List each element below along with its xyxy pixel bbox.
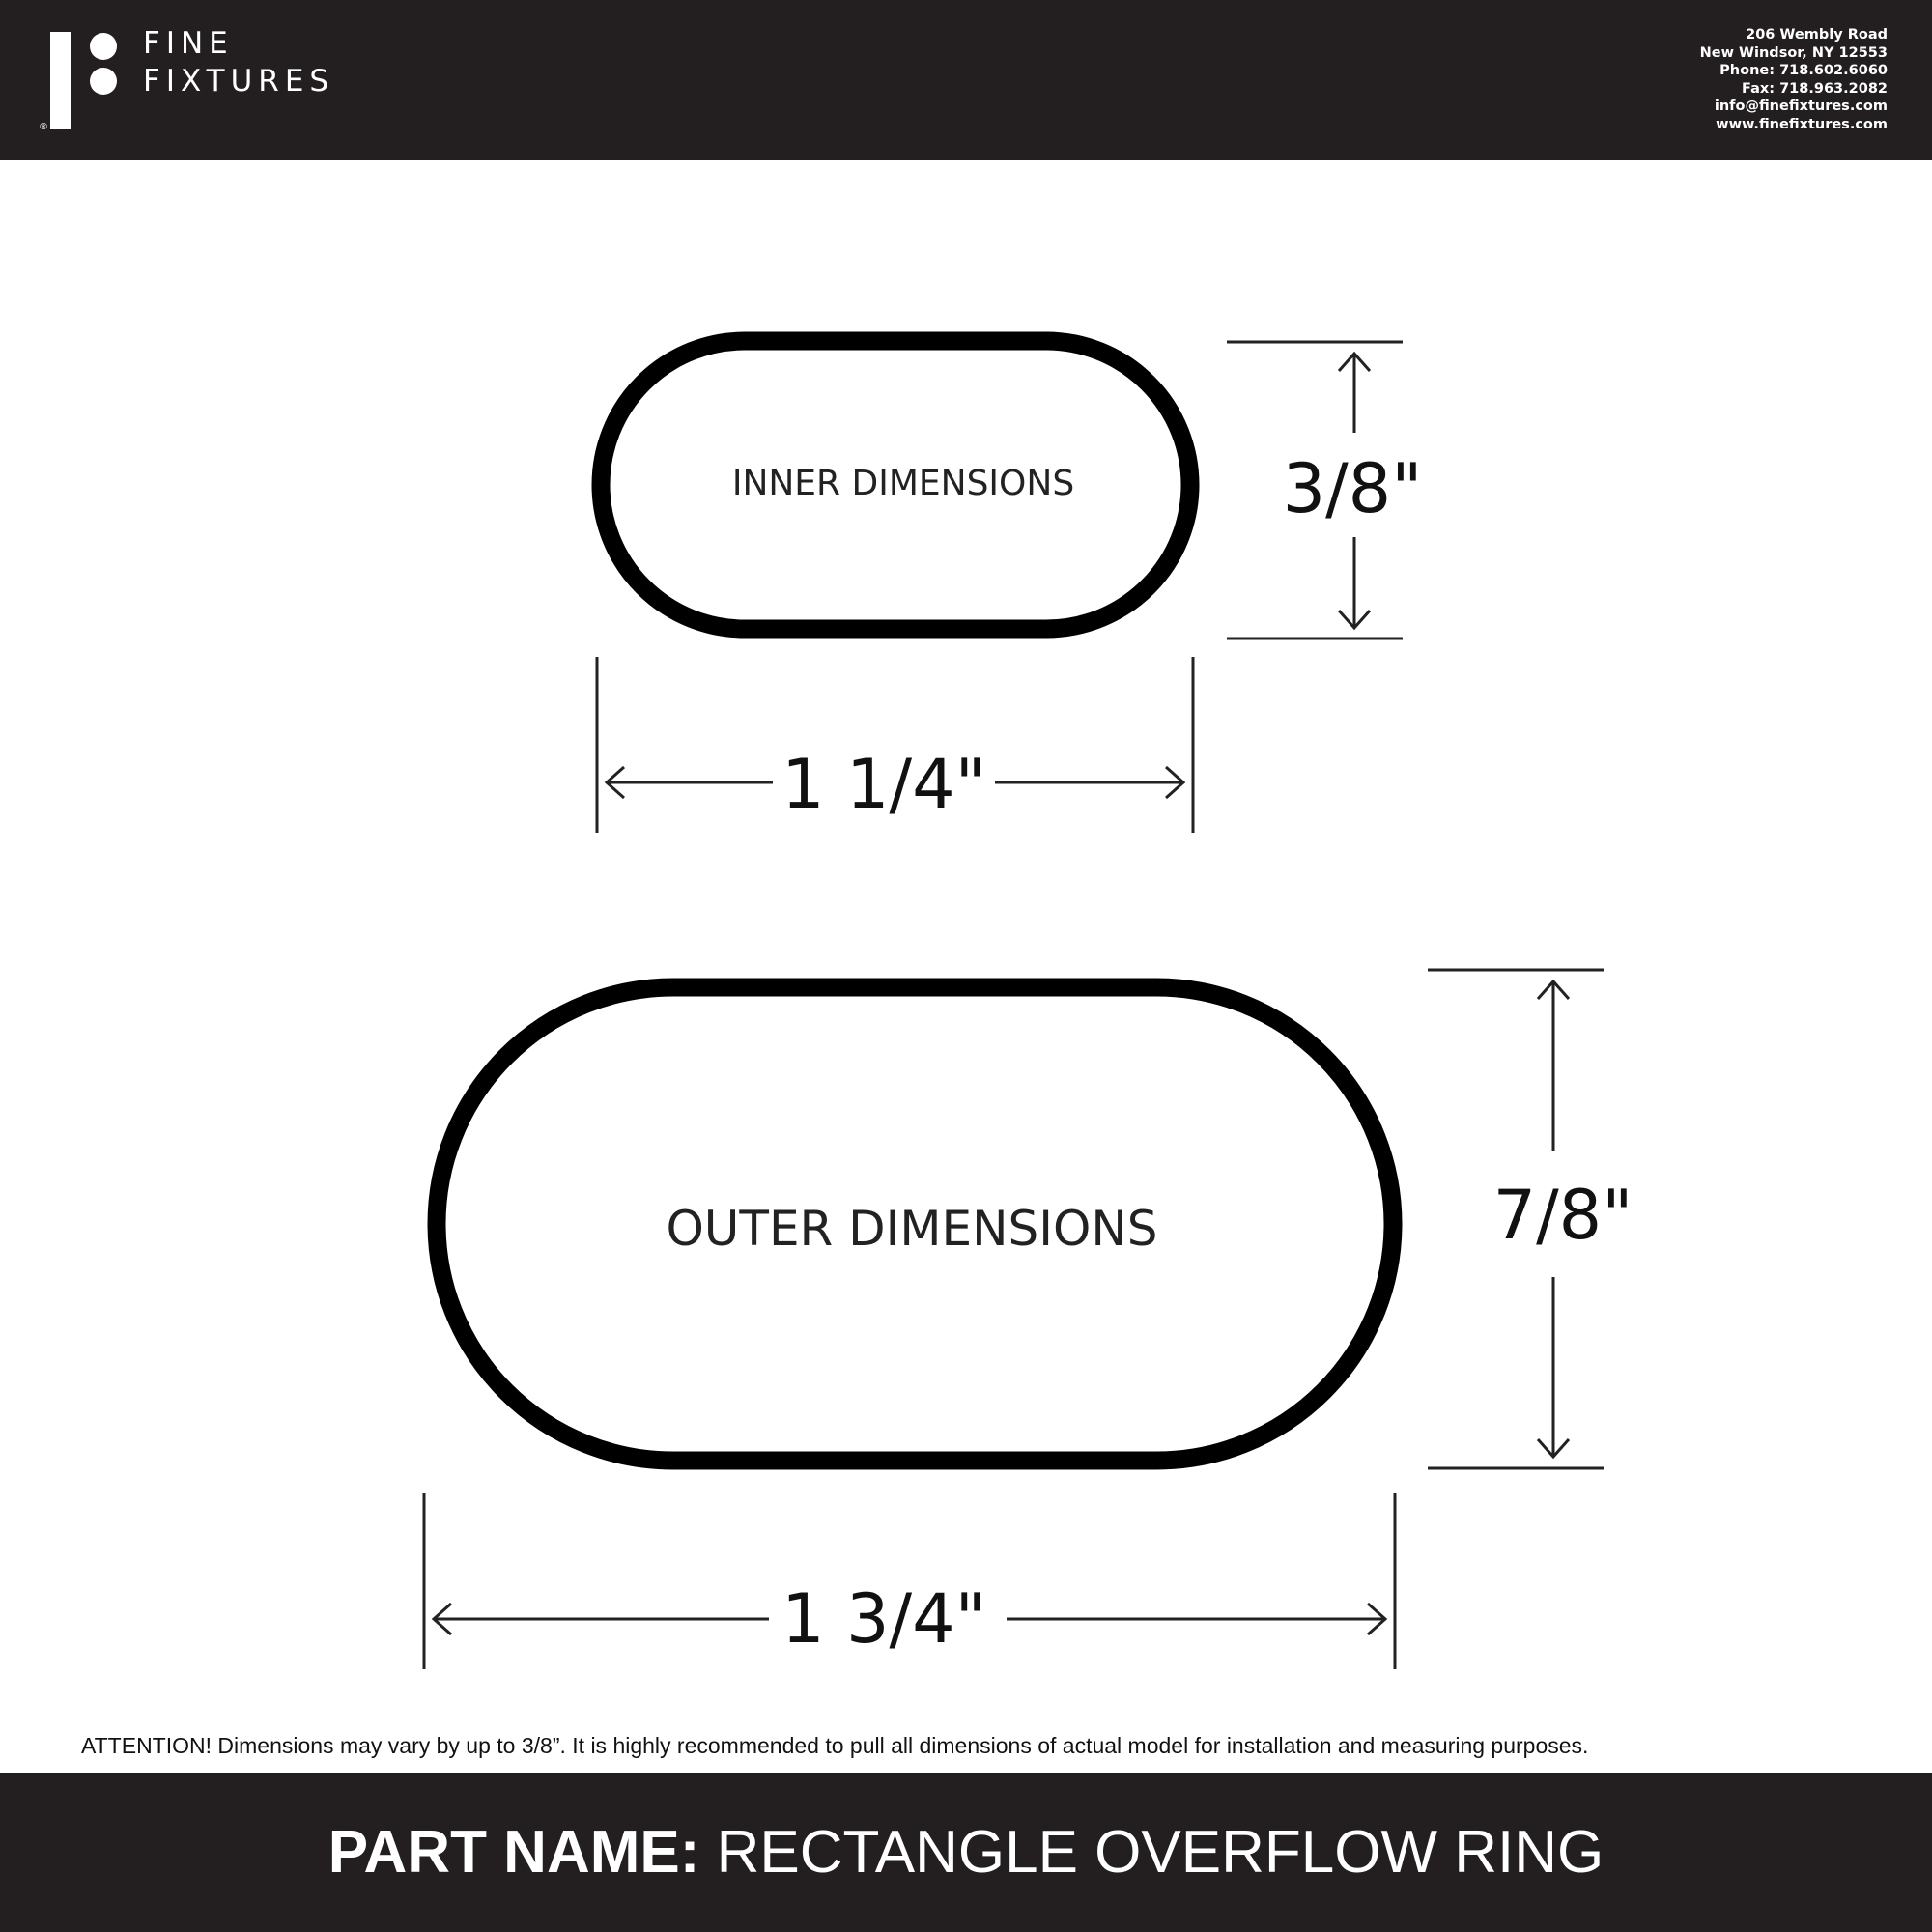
contact-website: www.finefixtures.com bbox=[1716, 116, 1888, 132]
outer-width-label: 1 3/4" bbox=[781, 1579, 986, 1659]
outer-height-label: 7/8" bbox=[1492, 1176, 1634, 1255]
brand-name-line-1: FINE bbox=[143, 26, 234, 61]
part-name bbox=[328, 1818, 1604, 1887]
part-name-value: RECTANGLE OVERFLOW RING bbox=[716, 1819, 1605, 1886]
contact-phone: Phone: 718.602.6060 bbox=[1719, 63, 1888, 78]
attention-note: ATTENTION! Dimensions may vary by up to 3/8”. It is highly recommended to pull all dimensions of actual model for installation and measuring purposes. bbox=[81, 1733, 1589, 1758]
contact-fax: Fax: 718.963.2082 bbox=[1742, 80, 1888, 97]
brand-name-line-2: FIXTURES bbox=[143, 64, 335, 99]
contact-email: info@finefixtures.com bbox=[1714, 99, 1888, 114]
inner-width-label: 1 1/4" bbox=[781, 745, 986, 824]
part-name-label: PART NAME: bbox=[327, 1819, 700, 1886]
brand-name bbox=[143, 25, 334, 100]
fine-fixtures-logo-icon bbox=[39, 29, 135, 135]
header-bar bbox=[0, 0, 1932, 160]
outer-shape-label: OUTER DIMENSIONS bbox=[666, 1201, 1158, 1257]
inner-shape-label: INNER DIMENSIONS bbox=[731, 464, 1075, 503]
dimension-diagram bbox=[0, 160, 1932, 1764]
inner-height-label: 3/8" bbox=[1282, 449, 1423, 528]
footer-bar bbox=[0, 1773, 1932, 1932]
contact-address: 206 Wembly Road bbox=[1746, 27, 1888, 43]
contact-city: New Windsor, NY 12553 bbox=[1699, 44, 1888, 61]
registered-mark: ® bbox=[39, 122, 48, 132]
contact-info bbox=[1700, 26, 1888, 133]
